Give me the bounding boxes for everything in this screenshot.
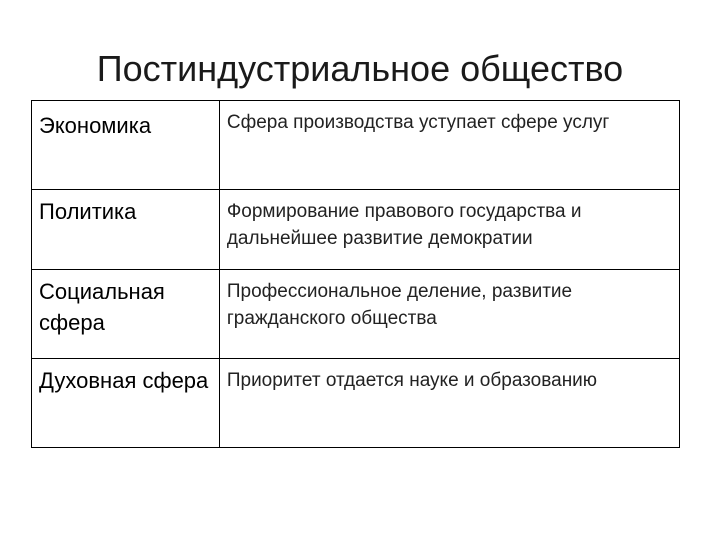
sphere-description: Приоритет отдается науке и образованию	[219, 359, 679, 448]
table-row	[32, 359, 680, 448]
slide-title: Постиндустриальное общество	[96, 48, 624, 89]
sphere-description: Формирование правового государства и дальнейшее развитие демократии	[219, 190, 679, 270]
sphere-description: Профессиональное деление, развитие гражданского общества	[219, 270, 679, 359]
sphere-label: Духовная сфера	[32, 359, 220, 448]
sphere-label: Экономика	[32, 101, 220, 190]
sphere-label: Социальная сфера	[32, 270, 220, 359]
sphere-label: Политика	[32, 190, 220, 270]
table-row	[32, 270, 680, 359]
sphere-description: Сфера производства уступает сфере услуг	[219, 101, 679, 190]
society-spheres-table	[31, 100, 680, 448]
table-row	[32, 101, 680, 190]
table-row	[32, 190, 680, 270]
